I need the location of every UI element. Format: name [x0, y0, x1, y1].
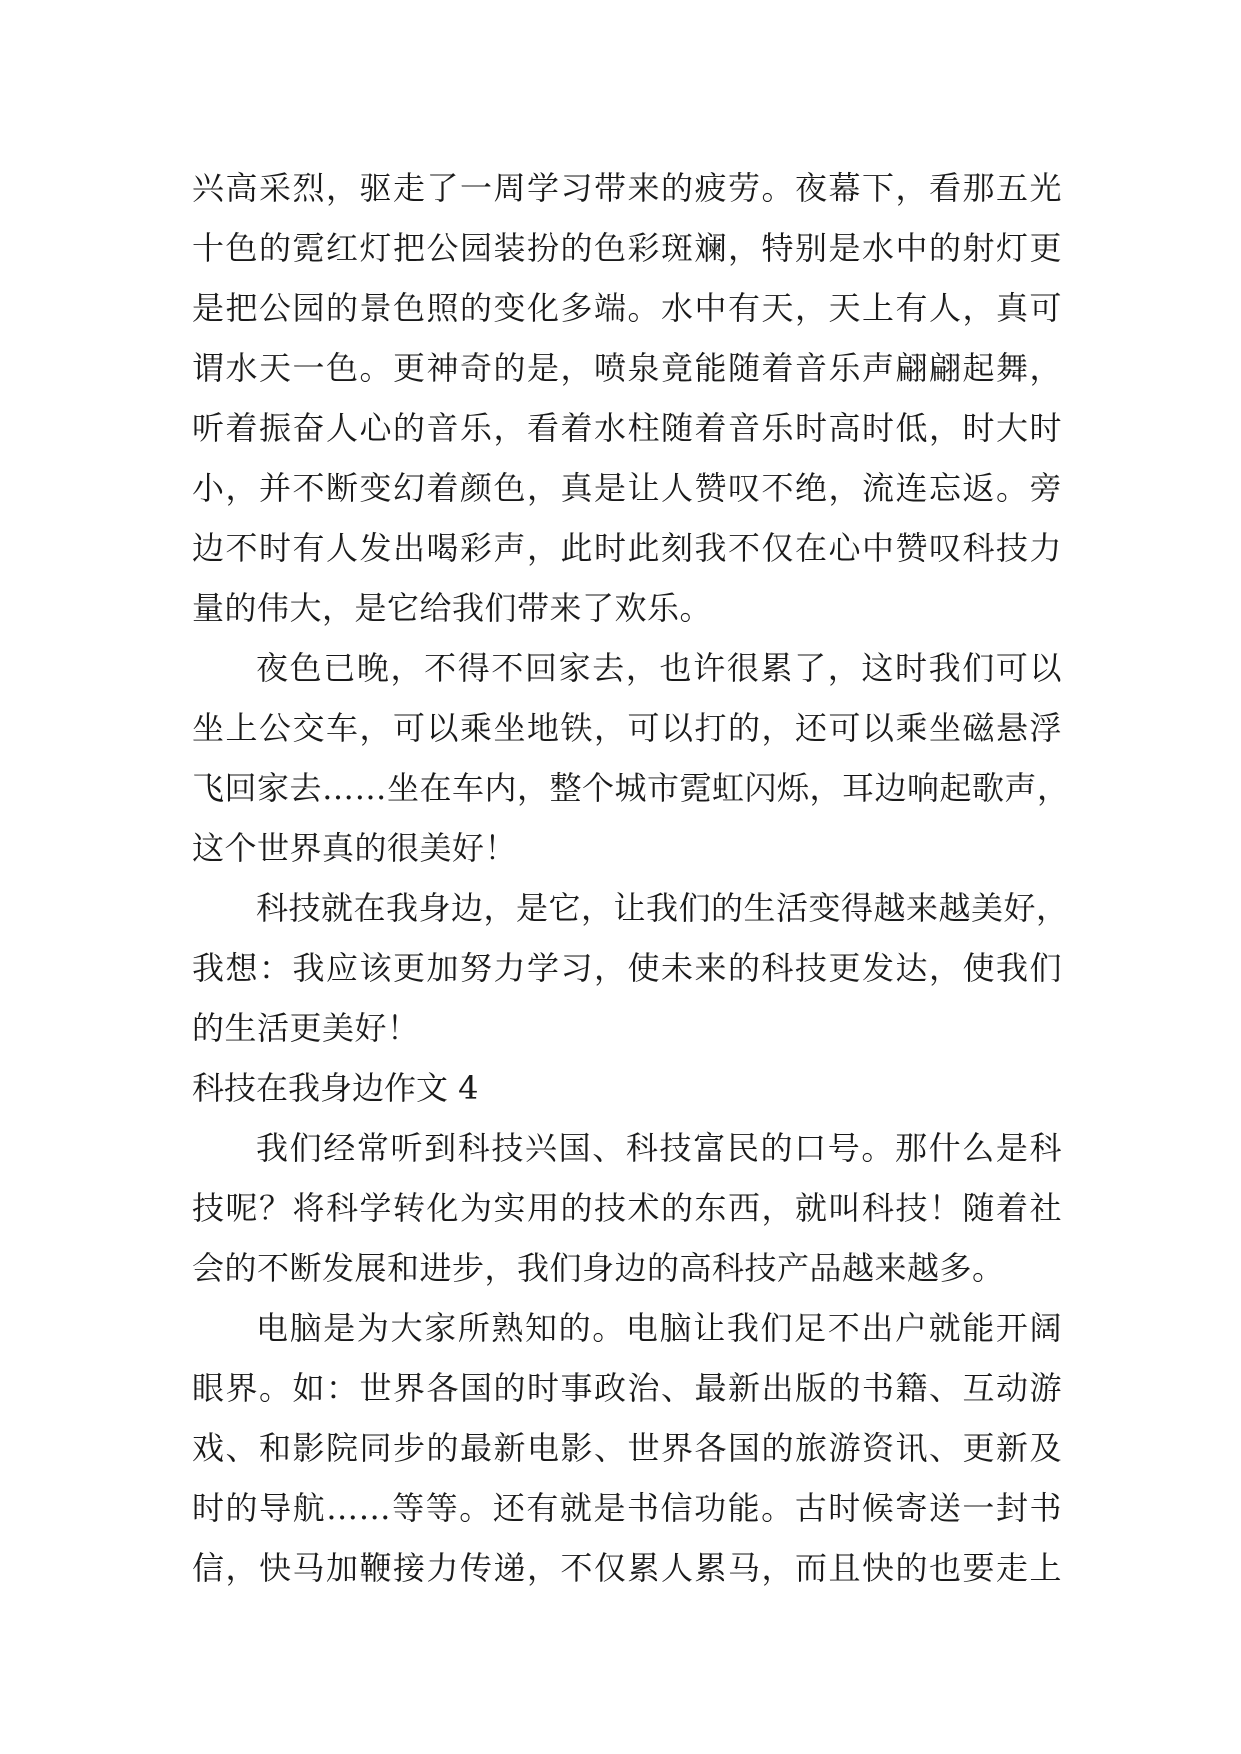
text-line: 小，并不断变幻着颜色，真是让人赞叹不绝，流连忘返。旁	[192, 469, 1062, 507]
text-line: 边不时有人发出喝彩声，此时此刻我不仅在心中赞叹科技力	[192, 529, 1062, 567]
text-line: 坐上公交车，可以乘坐地铁，可以打的，还可以乘坐磁悬浮	[192, 709, 1062, 747]
text-line: 的生活更美好！	[192, 1009, 420, 1047]
text-line: 是把公园的景色照的变化多端。水中有天，天上有人，真可	[192, 289, 1062, 327]
text-line: 技呢？将科学转化为实用的技术的东西，就叫科技！随着社	[192, 1189, 1062, 1227]
text-line: 信，快马加鞭接力传递，不仅累人累马，而且快的也要走上	[192, 1549, 1062, 1587]
paragraph-start-line: 电脑是为大家所熟知的。电脑让我们足不出户就能开阔	[256, 1309, 1062, 1347]
paragraph-start-line: 夜色已晚，不得不回家去，也许很累了，这时我们可以	[256, 649, 1062, 687]
text-line: 量的伟大，是它给我们带来了欢乐。	[192, 589, 713, 627]
text-line: 会的不断发展和进步，我们身边的高科技产品越来越多。	[192, 1249, 1005, 1287]
text-line: 飞回家去……坐在车内，整个城市霓虹闪烁，耳边响起歌声，	[192, 769, 1070, 807]
text-line: 我想：我应该更加努力学习，使未来的科技更发达，使我们	[192, 949, 1062, 987]
paragraph-start-line: 我们经常听到科技兴国、科技富民的口号。那什么是科	[256, 1129, 1062, 1167]
section-heading: 科技在我身边作文 4	[192, 1069, 479, 1107]
text-line: 时的导航……等等。还有就是书信功能。古时候寄送一封书	[192, 1489, 1062, 1527]
text-line: 十色的霓红灯把公园装扮的色彩斑斓，特别是水中的射灯更	[192, 229, 1062, 267]
paragraph-start-line: 科技就在我身边，是它，让我们的生活变得越来越美好，	[256, 889, 1069, 927]
text-line: 听着振奋人心的音乐，看着水柱随着音乐时高时低，时大时	[192, 409, 1062, 447]
text-line: 眼界。如：世界各国的时事政治、最新出版的书籍、互动游	[192, 1369, 1062, 1407]
text-line: 兴高采烈，驱走了一周学习带来的疲劳。夜幕下，看那五光	[192, 169, 1062, 207]
text-line: 这个世界真的很美好！	[192, 829, 518, 867]
text-line: 戏、和影院同步的最新电影、世界各国的旅游资讯、更新及	[192, 1429, 1062, 1467]
text-line: 谓水天一色。更神奇的是，喷泉竟能随着音乐声翩翩起舞，	[192, 349, 1062, 387]
